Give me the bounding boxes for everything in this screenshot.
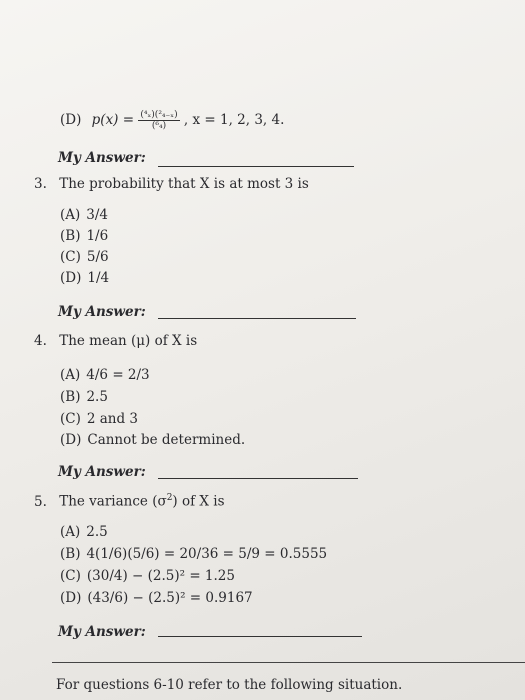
q4-option-a (60, 367, 150, 383)
q4-option-b (60, 389, 108, 405)
q4-answer-label: My Answer: (58, 464, 146, 480)
q4-option-d (60, 432, 245, 448)
q4-option-a-text: 4/6 = 2/3 (86, 367, 150, 383)
q2-answer-label: My Answer: (58, 150, 146, 166)
footer-text: For questions 6-10 refer to the following situation. (56, 677, 403, 693)
q3-answer-label: My Answer: (58, 304, 146, 320)
q3-option-d (60, 270, 109, 286)
q4-answer-blank[interactable] (158, 478, 358, 479)
q5-stem-pre: The variance (σ (59, 493, 167, 510)
q4-stem (34, 333, 197, 349)
q4-stem-text: The mean (μ) of X is (59, 333, 198, 349)
q5-number: 5. (34, 493, 47, 510)
q5-answer-blank[interactable] (158, 636, 362, 637)
q3-option-d-letter: (D) (60, 270, 82, 286)
q5-option-d (60, 590, 253, 606)
q5-option-b-text: 4(1/6)(5/6) = 20/36 = 5/9 = 0.5555 (86, 546, 328, 562)
q4-option-c (60, 411, 138, 427)
q3-option-b (60, 228, 108, 244)
q3-stem-text: The probability that X is at most 3 is (59, 176, 309, 192)
q4-option-a-letter: (A) (60, 367, 81, 383)
q4-option-d-letter: (D) (60, 432, 82, 448)
q3-option-b-text: 1/6 (86, 228, 109, 244)
q5-stem (34, 490, 225, 510)
q5-option-c-text: (30/4) − (2.5)² = 1.25 (86, 568, 235, 584)
q5-option-a (60, 524, 108, 540)
q2-option-d-lhs: p(x) = (91, 112, 135, 128)
q5-answer-label: My Answer: (58, 624, 146, 640)
q4-option-c-letter: (C) (60, 411, 81, 427)
q5-stem-post: ) of X is (172, 493, 225, 510)
q4-number: 4. (34, 333, 47, 349)
q5-option-a-text: 2.5 (86, 524, 108, 540)
q5-option-a-letter: (A) (60, 524, 81, 540)
q3-option-a-letter: (A) (60, 207, 81, 223)
fraction-denominator: (⁶₄) (151, 121, 167, 131)
q4-option-b-text: 2.5 (86, 389, 108, 405)
q3-option-a-text: 3/4 (86, 207, 109, 223)
q2-answer-blank[interactable] (158, 166, 354, 167)
q3-option-c (60, 249, 109, 265)
q3-stem (34, 176, 309, 192)
q3-option-a (60, 207, 108, 223)
fraction-numerator: (⁴ₓ)(²₄₋ₓ) (140, 110, 178, 120)
q4-option-d-text: Cannot be determined. (87, 432, 246, 448)
q2-option-d-fraction (138, 110, 179, 131)
q3-option-c-letter: (C) (60, 249, 81, 265)
q5-option-c-letter: (C) (60, 568, 81, 584)
q5-option-c (60, 568, 235, 584)
section-divider (52, 662, 525, 663)
q5-option-d-text: (43/6) − (2.5)² = 0.9167 (87, 590, 253, 606)
q2-option-d-letter: (D) (60, 112, 82, 128)
q2-option-d-tail: , x = 1, 2, 3, 4. (183, 112, 285, 128)
q3-option-c-text: 5/6 (86, 249, 109, 265)
q5-stem-sup: 2 (166, 493, 173, 503)
q3-answer-blank[interactable] (158, 318, 356, 319)
q3-option-b-letter: (B) (60, 228, 81, 244)
q5-option-b-letter: (B) (60, 546, 81, 562)
q4-option-b-letter: (B) (60, 389, 81, 405)
q3-number: 3. (34, 176, 47, 192)
q5-option-d-letter: (D) (60, 590, 82, 606)
q5-option-b (60, 546, 327, 562)
q4-option-c-text: 2 and 3 (86, 411, 139, 427)
q3-option-d-text: 1/4 (87, 270, 110, 286)
q2-option-d (60, 110, 284, 131)
